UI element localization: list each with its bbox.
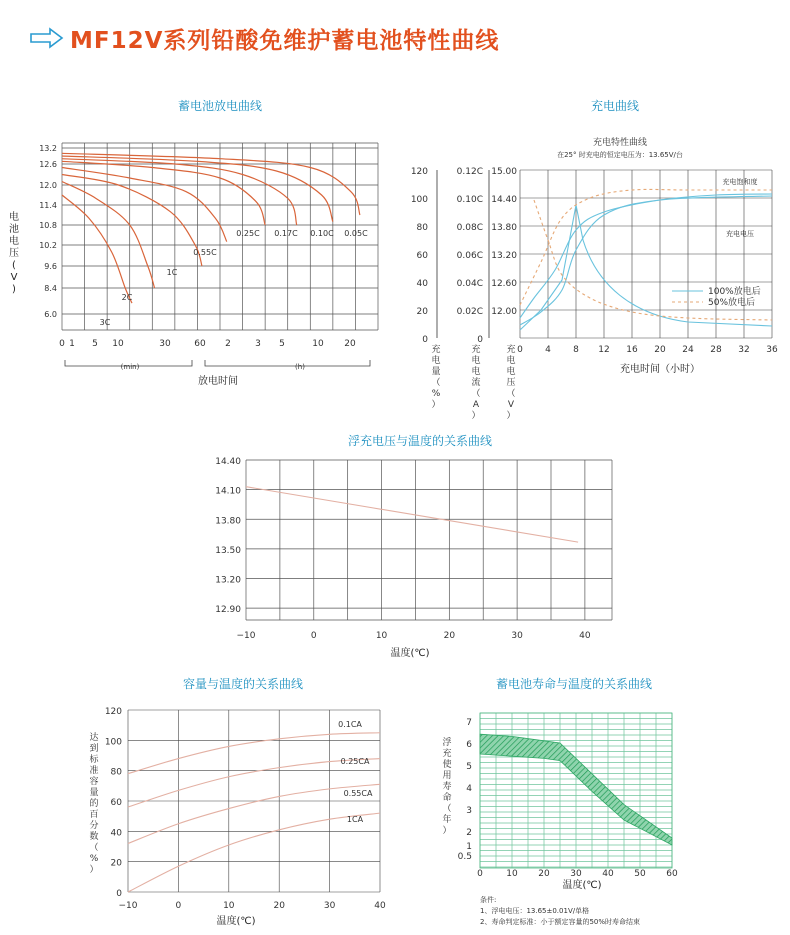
float-chart-title: 浮充电压与温度的关系曲线 [347, 434, 493, 448]
y-tick-label: 9.6 [44, 262, 57, 271]
legend-50: 50%放电后 [708, 298, 756, 308]
pct-tick-label: 80 [416, 223, 428, 233]
current-tick-label: 0.12C [456, 167, 483, 177]
curve-label: 0.25C [236, 229, 260, 238]
pct-tick-label: 20 [416, 307, 428, 317]
x-tick-label: 5 [279, 339, 285, 349]
capacity-curve-1CA [128, 813, 380, 892]
page-title: MF12V系列铅酸免维护蓄电池特性曲线 [70, 27, 500, 54]
y-tick-label: 2 [466, 828, 472, 838]
svg-text:）: ） [442, 826, 452, 836]
current-tick-label: 0.08C [456, 223, 483, 233]
y-tick-label: 20 [110, 858, 122, 869]
x-tick-label: 8 [573, 345, 579, 355]
svg-text:V: V [507, 400, 515, 410]
y-tick-label: 12.6 [39, 160, 57, 169]
y-tick-label: 14.40 [215, 457, 241, 467]
discharge-curve-3C [62, 195, 132, 303]
svg-text:A: A [472, 400, 480, 410]
discharge-curve-0.25C [62, 161, 265, 225]
svg-text:）: ） [89, 865, 99, 875]
x-unit-hour: (h) [295, 363, 305, 371]
pct-tick-label: 120 [410, 167, 428, 177]
svg-text:电: 电 [506, 356, 516, 366]
y-tick-label: 80 [110, 767, 122, 778]
charge-note: 在25° 时充电的恒定电压为：13.65V/台 [557, 151, 683, 159]
svg-text:）: ） [471, 411, 481, 421]
svg-text:（: （ [431, 378, 441, 388]
svg-text:电: 电 [506, 367, 516, 377]
x-tick-label: 12 [598, 345, 610, 355]
svg-text:电: 电 [471, 367, 481, 377]
x-tick-label: 30 [159, 339, 171, 349]
y-tick-label: 40 [110, 828, 122, 839]
x-tick-label: 20 [538, 869, 550, 879]
svg-text:）: ） [431, 400, 441, 410]
svg-text:压: 压 [506, 378, 516, 388]
life-chart [442, 676, 678, 926]
curve-label: 3C [99, 318, 111, 327]
x-tick-label: 10 [112, 339, 124, 349]
y-tick-label: 12.0 [39, 181, 57, 190]
x-tick-label: 0 [517, 345, 523, 355]
x-tick-label: −10 [236, 631, 256, 641]
curve-label: 0.1CA [338, 720, 362, 729]
svg-text:标: 标 [89, 755, 99, 765]
svg-text:电: 电 [9, 236, 19, 247]
svg-text:数: 数 [89, 832, 99, 842]
x-tick-label: 60 [666, 869, 678, 879]
svg-text:(: ( [12, 260, 16, 271]
x-tick-label: 5 [92, 339, 98, 349]
x-tick-label: 30 [570, 869, 582, 879]
svg-text:量: 量 [431, 367, 441, 377]
x-tick-label: 10 [375, 631, 388, 641]
svg-text:容: 容 [89, 777, 99, 787]
current-tick-label: 0.04C [456, 279, 483, 289]
current-axis-label [471, 343, 480, 421]
y-tick-label: 0 [116, 889, 122, 899]
voltage-tick-label: 13.80 [491, 223, 517, 233]
svg-text:百: 百 [89, 810, 99, 820]
voltage-tick-label: 14.40 [491, 195, 517, 205]
y-tick-label: 3 [466, 806, 472, 816]
svg-text:): ) [12, 284, 16, 295]
capacity-curve-0.55CA [128, 784, 380, 843]
capacity-chart [89, 676, 386, 927]
x-tick-label: 40 [374, 901, 386, 911]
x-tick-label: 40 [579, 631, 591, 641]
svg-text:量: 量 [89, 788, 99, 798]
saturation-label: 充电饱和度 [722, 178, 758, 186]
x-tick-label: 0 [59, 339, 65, 349]
x-tick-label: 20 [273, 901, 285, 911]
svg-text:压: 压 [9, 248, 19, 259]
y-tick-label: 1 [466, 842, 472, 852]
voltage-tick-label: 12.60 [491, 279, 517, 289]
hour-bracket [205, 360, 370, 366]
pct-tick-label: 60 [416, 251, 428, 261]
x-tick-label: 40 [602, 869, 614, 879]
svg-text:年: 年 [442, 815, 452, 825]
svg-text:流: 流 [471, 378, 481, 388]
life-chart-title: 蓄电池寿命与温度的关系曲线 [495, 677, 653, 691]
x-tick-label: 10 [223, 901, 235, 911]
y-tick-label: 100 [104, 737, 122, 748]
capacity-chart-title: 容量与温度的关系曲线 [182, 677, 304, 691]
svg-text:池: 池 [9, 224, 19, 235]
curve-label: 1C [166, 268, 178, 277]
x-axis-label: 温度(℃) [216, 916, 256, 927]
x-tick-label: 28 [710, 345, 722, 355]
y-tick-label: 6.0 [44, 310, 57, 319]
x-tick-label: 20 [654, 345, 666, 355]
pct-tick-label: 100 [410, 195, 428, 205]
curve-label: 2C [121, 293, 133, 302]
svg-text:命: 命 [442, 793, 452, 803]
voltage-axis-label [506, 343, 515, 421]
x-tick-label: 10 [312, 339, 324, 349]
y-tick-label: 10.8 [39, 221, 57, 230]
x-axis-label: 充电时间（小时） [620, 364, 700, 375]
life-note-1: 1、浮电电压：13.65±0.01V/单格 [480, 907, 590, 915]
y-tick-label: 6 [466, 740, 472, 750]
svg-text:）: ） [506, 411, 516, 421]
x-tick-label: 2 [225, 339, 231, 349]
y-axis-label [9, 210, 19, 295]
y-tick-label: 0.5 [457, 852, 472, 862]
svg-text:的: 的 [89, 799, 99, 809]
x-tick-label: 50 [634, 869, 646, 879]
x-tick-label: 20 [344, 339, 356, 349]
x-tick-label: 20 [443, 631, 456, 641]
svg-text:使: 使 [442, 760, 452, 770]
svg-text:%: % [431, 389, 441, 399]
charge-chart [411, 98, 778, 421]
discharge-curve-1C [62, 175, 202, 267]
y-tick-label: 13.80 [215, 516, 241, 527]
svg-text:电: 电 [9, 212, 19, 223]
discharge-chart-title: 蓄电池放电曲线 [177, 99, 263, 113]
svg-text:准: 准 [89, 766, 99, 776]
svg-text:V: V [10, 272, 18, 283]
voltage-curve-label: 充电电压 [726, 230, 754, 238]
current-tick-label: 0.10C [456, 195, 483, 205]
x-tick-label: 0 [310, 631, 317, 641]
life-note-title: 条件: [480, 896, 497, 904]
svg-text:（: （ [89, 843, 99, 853]
x-tick-label: 4 [545, 345, 551, 355]
x-axis-label: 温度(℃) [562, 880, 602, 891]
x-tick-label: 0 [175, 901, 182, 911]
x-tick-label: 10 [506, 869, 518, 879]
voltage-tick-label: 12.00 [491, 307, 517, 317]
current-tick-label: 0 [477, 335, 483, 345]
y-tick-label: 5 [466, 762, 472, 772]
x-tick-label: 1 [69, 339, 75, 349]
svg-text:（: （ [471, 389, 481, 399]
y-tick-label: 60 [110, 798, 122, 808]
x-tick-label: 60 [194, 339, 206, 349]
y-tick-label: 11.4 [39, 201, 57, 210]
y-tick-label: 12.90 [215, 605, 241, 616]
x-axis-label: 温度(℃) [390, 648, 430, 659]
charge-current-100 [520, 205, 772, 330]
curve-label: 0.17C [274, 229, 298, 238]
x-tick-label: 32 [738, 345, 750, 355]
voltage-tick-label: 15.00 [491, 167, 517, 177]
x-tick-label: 36 [766, 345, 778, 355]
discharge-curve-0.17C [62, 159, 297, 225]
charge-chart-title: 充电曲线 [590, 99, 640, 113]
svg-text:浮: 浮 [442, 738, 452, 748]
y-tick-label: 4 [466, 784, 472, 794]
curve-label: 1CA [346, 815, 364, 824]
float-voltage-line [246, 487, 578, 542]
y-tick-label: 7 [466, 718, 472, 728]
x-tick-label: 16 [626, 345, 638, 355]
svg-text:充: 充 [506, 345, 516, 355]
x-unit-min: (min) [120, 363, 140, 371]
capacity-curve-0.1CA [128, 733, 380, 774]
curve-label: 0.10C [310, 229, 334, 238]
float-chart [215, 433, 612, 659]
svg-text:到: 到 [89, 744, 99, 754]
y-tick-label: 8.4 [44, 284, 57, 293]
svg-text:用: 用 [442, 771, 452, 781]
discharge-curve-2C [62, 182, 155, 289]
y-tick-label: 10.2 [39, 241, 57, 250]
svg-text:（: （ [442, 804, 452, 814]
svg-text:（: （ [506, 389, 516, 399]
y-tick-label: 13.20 [215, 575, 241, 586]
svg-text:电: 电 [471, 356, 481, 366]
charge-subtitle: 充电特性曲线 [592, 138, 648, 148]
y-tick-label: 120 [104, 707, 122, 717]
curve-label: 0.05C [344, 229, 368, 238]
curve-label: 0.25CA [340, 757, 370, 766]
curve-label: 0.55C [193, 248, 217, 257]
life-note-2: 2、寿命判定标准：小于额定容量的50%时寿命结束 [480, 918, 641, 926]
voltage-tick-label: 13.20 [491, 251, 517, 261]
svg-text:充: 充 [471, 345, 481, 355]
y-tick-label: 13.2 [39, 144, 57, 153]
pct-tick-label: 40 [416, 279, 428, 289]
current-tick-label: 0.06C [456, 251, 483, 261]
discharge-chart [9, 98, 378, 387]
x-tick-label: −10 [118, 901, 138, 911]
svg-text:分: 分 [89, 821, 99, 831]
svg-text:%: % [89, 854, 99, 864]
svg-text:充: 充 [431, 345, 441, 355]
legend-100: 100%放电后 [708, 287, 761, 297]
x-axis-label: 放电时间 [198, 376, 238, 387]
svg-text:充: 充 [442, 749, 452, 759]
y-axis-label [442, 736, 451, 836]
x-tick-label: 24 [682, 345, 694, 355]
x-tick-label: 0 [477, 869, 483, 879]
x-tick-label: 3 [255, 339, 261, 349]
y-tick-label: 14.10 [215, 486, 241, 497]
svg-text:寿: 寿 [442, 782, 452, 792]
pct-tick-label: 0 [422, 335, 428, 345]
svg-text:达: 达 [89, 733, 99, 743]
pct-axis-label [431, 343, 440, 410]
curve-label: 0.55CA [343, 789, 373, 798]
x-tick-label: 30 [511, 631, 523, 641]
current-tick-label: 0.02C [456, 307, 483, 317]
x-tick-label: 30 [323, 901, 336, 911]
y-axis-label [89, 731, 99, 875]
y-tick-label: 13.50 [215, 545, 241, 556]
svg-text:电: 电 [431, 356, 441, 366]
